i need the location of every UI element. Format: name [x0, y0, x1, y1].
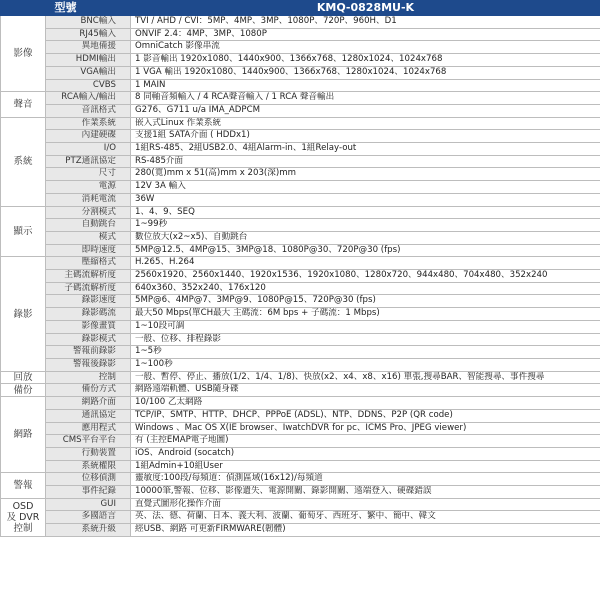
spec-label: 事件紀錄 — [46, 486, 131, 499]
spec-row — [1, 511, 600, 524]
spec-row — [1, 168, 600, 181]
spec-value: 1 VGA 輸出 1920x1080、1440x900、1366x768、1280x1024、1024x768 — [131, 66, 600, 79]
spec-row — [1, 270, 600, 283]
spec-label: 錄影速度 — [46, 295, 131, 308]
spec-row — [1, 498, 600, 511]
spec-row — [1, 155, 600, 168]
spec-label: 備份方式 — [46, 384, 131, 397]
spec-label: 異地備援 — [46, 41, 131, 54]
category-cell: 顯示 — [1, 206, 46, 257]
spec-label: 消耗電流 — [46, 193, 131, 206]
spec-row — [1, 486, 600, 499]
spec-row — [1, 422, 600, 435]
spec-label: 即時速度 — [46, 244, 131, 257]
spec-value: 1~100秒 — [131, 358, 600, 371]
spec-row — [1, 117, 600, 130]
spec-label: 錄影模式 — [46, 333, 131, 346]
spec-row — [1, 79, 600, 92]
spec-value: 1組Admin+10組User — [131, 460, 600, 473]
spec-row — [1, 231, 600, 244]
spec-body — [1, 16, 600, 537]
spec-value: G276、G711 u/a IMA_ADPCM — [131, 104, 600, 117]
spec-value: TVI / AHD / CVI：5MP、4MP、3MP、1080P、720P、960H、D1 — [131, 16, 600, 29]
spec-row — [1, 295, 600, 308]
spec-value: 經USB、網路 可更新FIRMWARE(韌體) — [131, 524, 600, 537]
spec-label: 應用程式 — [46, 422, 131, 435]
spec-label: GUI — [46, 498, 131, 511]
spec-label: 位移偵測 — [46, 473, 131, 486]
spec-value: 數位放大(x2~x5)、自動跳台 — [131, 231, 600, 244]
spec-value: TCP/IP、SMTP、HTTP、DHCP、PPPoE (ADSL)、NTP、DDNS、P2P (QR code) — [131, 409, 600, 422]
spec-row — [1, 54, 600, 67]
spec-row — [1, 308, 600, 321]
spec-label: 作業系統 — [46, 117, 131, 130]
spec-label: 影像畫質 — [46, 320, 131, 333]
spec-label: 行動裝置 — [46, 447, 131, 460]
spec-label: 電源 — [46, 181, 131, 194]
spec-row — [1, 193, 600, 206]
spec-value: 2560x1920、2560x1440、1920x1536、1920x1080、1280x720、944x480、704x480、352x240 — [131, 270, 600, 283]
spec-label: 主碼流解析度 — [46, 270, 131, 283]
spec-value: iOS、Android (socatch) — [131, 447, 600, 460]
spec-row — [1, 66, 600, 79]
spec-row — [1, 143, 600, 156]
spec-value: 一般、位移、排程錄影 — [131, 333, 600, 346]
spec-row — [1, 16, 600, 29]
spec-label: CVBS — [46, 79, 131, 92]
spec-value: 嵌入式Linux 作業系統 — [131, 117, 600, 130]
spec-row — [1, 435, 600, 448]
spec-label: 網路介面 — [46, 397, 131, 410]
category-cell: 備份 — [1, 384, 46, 397]
category-cell: 錄影 — [1, 257, 46, 371]
spec-row — [1, 346, 600, 359]
spec-label: 警報前錄影 — [46, 346, 131, 359]
spec-label: 音訊格式 — [46, 104, 131, 117]
spec-row — [1, 371, 600, 384]
model-label: 型號 — [1, 1, 131, 16]
spec-row — [1, 92, 600, 105]
spec-row — [1, 130, 600, 143]
spec-label: RCA輸入/輸出 — [46, 92, 131, 105]
category-cell: 影像 — [1, 16, 46, 92]
spec-label: 通訊協定 — [46, 409, 131, 422]
category-cell: 警報 — [1, 473, 46, 498]
spec-label: 自動跳台 — [46, 219, 131, 232]
spec-value: 支援1組 SATA介面 ( HDDx1) — [131, 130, 600, 143]
spec-value: 1、4、9、SEQ — [131, 206, 600, 219]
spec-row — [1, 41, 600, 54]
spec-value: 640x360、352x240、176x120 — [131, 282, 600, 295]
spec-row — [1, 206, 600, 219]
spec-value: 1~10段可調 — [131, 320, 600, 333]
spec-value: 5MP@6、4MP@7、3MP@9、1080P@15、720P@30 (fps) — [131, 295, 600, 308]
spec-value: Windows 、Mac OS X(IE browser、IwatchDVR for pc、ICMS Pro、JPEG viewer) — [131, 422, 600, 435]
spec-value: 英、法、德、荷蘭、日本、義大利、波蘭、葡萄牙、西班牙、繁中、簡中、韓文 — [131, 511, 600, 524]
spec-label: 控制 — [46, 371, 131, 384]
spec-label: 內建硬碟 — [46, 130, 131, 143]
spec-label: 錄影碼流 — [46, 308, 131, 321]
spec-row — [1, 473, 600, 486]
spec-value: 靈敏度:100段/每頻道：偵測區域(16x12)/每頻道 — [131, 473, 600, 486]
spec-value: RS-485介面 — [131, 155, 600, 168]
spec-value: 36W — [131, 193, 600, 206]
spec-value: 1 影音輸出 1920x1080、1440x900、1366x768、1280x1024、1024x768 — [131, 54, 600, 67]
spec-row — [1, 244, 600, 257]
spec-row — [1, 384, 600, 397]
spec-row — [1, 333, 600, 346]
spec-value: 8 同軸音頻輸入 / 4 RCA聲音輸入 / 1 RCA 聲音輸出 — [131, 92, 600, 105]
category-cell: 網路 — [1, 397, 46, 473]
spec-label: 壓縮格式 — [46, 257, 131, 270]
category-cell: 聲音 — [1, 92, 46, 117]
spec-label: 系統升級 — [46, 524, 131, 537]
spec-row — [1, 282, 600, 295]
spec-value: H.265、H.264 — [131, 257, 600, 270]
spec-value: 12V 3A 輸入 — [131, 181, 600, 194]
spec-label: I/O — [46, 143, 131, 156]
spec-label: 模式 — [46, 231, 131, 244]
spec-label: VGA輸出 — [46, 66, 131, 79]
spec-label: 分割模式 — [46, 206, 131, 219]
spec-row — [1, 219, 600, 232]
spec-value: 一般、暫停、停止、播放(1/2、1/4、1/8)、快放(x2、x4、x8、x16) 單張,搜尋BAR、智能搜尋、事件搜尋 — [131, 371, 600, 384]
spec-value: 280(寬)mm x 51(高)mm x 203(深)mm — [131, 168, 600, 181]
spec-value: 1~99秒 — [131, 219, 600, 232]
spec-label: 尺寸 — [46, 168, 131, 181]
spec-row — [1, 181, 600, 194]
spec-value: 直覺式圖形化操作介面 — [131, 498, 600, 511]
spec-label: 系統權限 — [46, 460, 131, 473]
spec-value: 網路遠端軌體、USB隨身碟 — [131, 384, 600, 397]
spec-label: BNC輸入 — [46, 16, 131, 29]
spec-row — [1, 397, 600, 410]
spec-value: OmniCatch 影像串流 — [131, 41, 600, 54]
spec-value: 1組RS-485、2組USB2.0、4組Alarm-in、1組Relay-out — [131, 143, 600, 156]
spec-label: PTZ通訊協定 — [46, 155, 131, 168]
spec-row — [1, 320, 600, 333]
header-row — [1, 1, 600, 16]
spec-label: CMS平台平台 — [46, 435, 131, 448]
category-cell: OSD 及 DVR 控制 — [1, 498, 46, 536]
spec-value: 有 (主控EMAP電子地圖) — [131, 435, 600, 448]
spec-label: 警報後錄影 — [46, 358, 131, 371]
spec-label: RJ45輸入 — [46, 28, 131, 41]
spec-row — [1, 524, 600, 537]
spec-value: 最大50 Mbps(單CH最大 主碼流：6M bps + 子碼流：1 Mbps) — [131, 308, 600, 321]
spec-row — [1, 358, 600, 371]
spec-value: 10/100 乙太網路 — [131, 397, 600, 410]
spec-value: 5MP@12.5、4MP@15、3MP@18、1080P@30、720P@30 (fps) — [131, 244, 600, 257]
spec-label: 子碼流解析度 — [46, 282, 131, 295]
spec-label: 多國語言 — [46, 511, 131, 524]
spec-row — [1, 257, 600, 270]
spec-label: HDMI輸出 — [46, 54, 131, 67]
model-name: KMQ-0828MU-K — [131, 1, 600, 16]
spec-row — [1, 460, 600, 473]
spec-row — [1, 409, 600, 422]
category-cell: 系統 — [1, 117, 46, 206]
spec-row — [1, 28, 600, 41]
spec-row — [1, 104, 600, 117]
spec-value: ONVIF 2.4：4MP、3MP、1080P — [131, 28, 600, 41]
spec-value: 1~5秒 — [131, 346, 600, 359]
spec-row — [1, 447, 600, 460]
category-cell: 回放 — [1, 371, 46, 384]
spec-value: 1 MAIN — [131, 79, 600, 92]
spec-value: 10000筆,警報、位移、影像遺失、電源開關、錄影開關、遠端登入、硬碟錯誤 — [131, 486, 600, 499]
